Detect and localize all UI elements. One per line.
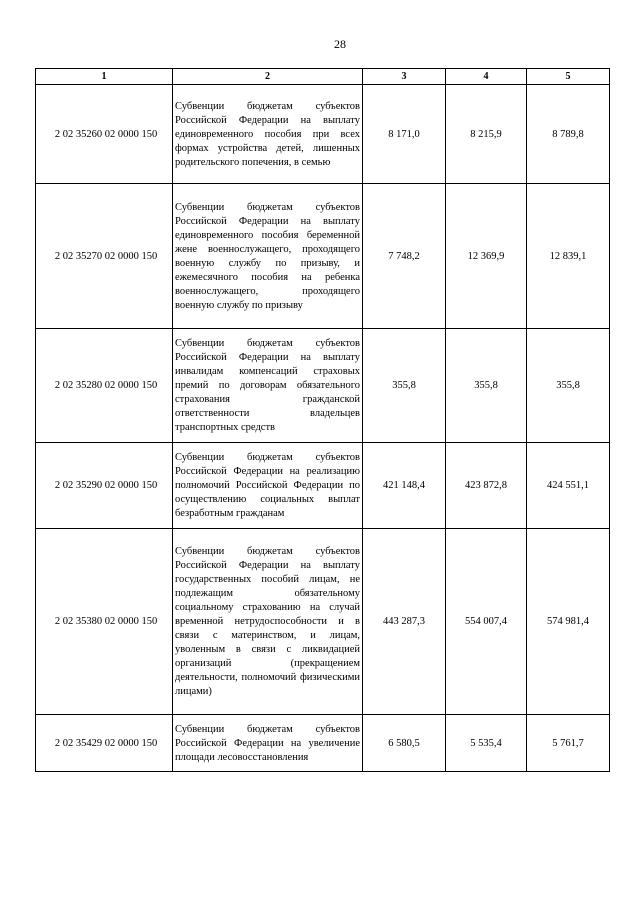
row-name: Субвенции бюджетам субъектов Российской Федерации на выплату единовременного пособия беременной жене военнослужащего, проходящего военную службу по призыву, и ежемесячного пособия на ребенка военнослужащего, проходящего военную службу по призыву [173,184,363,329]
row-value-3: 355,8 [363,329,446,443]
header-col-4: 4 [446,69,527,85]
row-name: Субвенции бюджетам субъектов Российской Федерации на реализацию полномочий Российской Федерации по осуществлению социальных выплат безработным гражданам [173,443,363,529]
header-col-3: 3 [363,69,446,85]
row-value-3: 443 287,3 [363,529,446,715]
budget-table [35,68,610,772]
row-code: 2 02 35429 02 0000 150 [36,715,173,772]
row-value-5: 12 839,1 [527,184,610,329]
row-value-3: 6 580,5 [363,715,446,772]
row-name: Субвенции бюджетам субъектов Российской Федерации на увеличение площади лесовосстановления [173,715,363,772]
row-name: Субвенции бюджетам субъектов Российской Федерации на выплату инвалидам компенсаций страховых премий по договорам обязательного страхования гражданской ответственности владельцев транспортных средств [173,329,363,443]
row-code: 2 02 35270 02 0000 150 [36,184,173,329]
header-col-5: 5 [527,69,610,85]
row-value-4: 554 007,4 [446,529,527,715]
row-value-5: 8 789,8 [527,85,610,184]
table-row [36,329,610,443]
row-value-4: 423 872,8 [446,443,527,529]
row-value-3: 7 748,2 [363,184,446,329]
row-value-5: 355,8 [527,329,610,443]
table-row [36,529,610,715]
row-value-4: 5 535,4 [446,715,527,772]
table-row [36,184,610,329]
row-value-3: 421 148,4 [363,443,446,529]
row-code: 2 02 35260 02 0000 150 [36,85,173,184]
row-value-4: 8 215,9 [446,85,527,184]
row-value-5: 424 551,1 [527,443,610,529]
page-number: 28 [334,37,346,51]
row-value-3: 8 171,0 [363,85,446,184]
table-row [36,715,610,772]
row-value-5: 574 981,4 [527,529,610,715]
row-name: Субвенции бюджетам субъектов Российской Федерации на выплату государственных пособий лицам, не подлежащим обязательному социальному страхованию на случай временной нетрудоспособности и в связи с материнством, и лицам, уволенным в связи с ликвидацией организаций (прекращением деятельности, полномочий физическими лицами) [173,529,363,715]
row-code: 2 02 35290 02 0000 150 [36,443,173,529]
header-col-2: 2 [173,69,363,85]
row-code: 2 02 35380 02 0000 150 [36,529,173,715]
header-col-1: 1 [36,69,173,85]
row-value-5: 5 761,7 [527,715,610,772]
header-row [36,69,610,85]
row-value-4: 12 369,9 [446,184,527,329]
table-row [36,443,610,529]
row-name: Субвенции бюджетам субъектов Российской Федерации на выплату единовременного пособия при всех формах устройства детей, лишенных родительского попечения, в семью [173,85,363,184]
row-value-4: 355,8 [446,329,527,443]
table-row [36,85,610,184]
row-code: 2 02 35280 02 0000 150 [36,329,173,443]
